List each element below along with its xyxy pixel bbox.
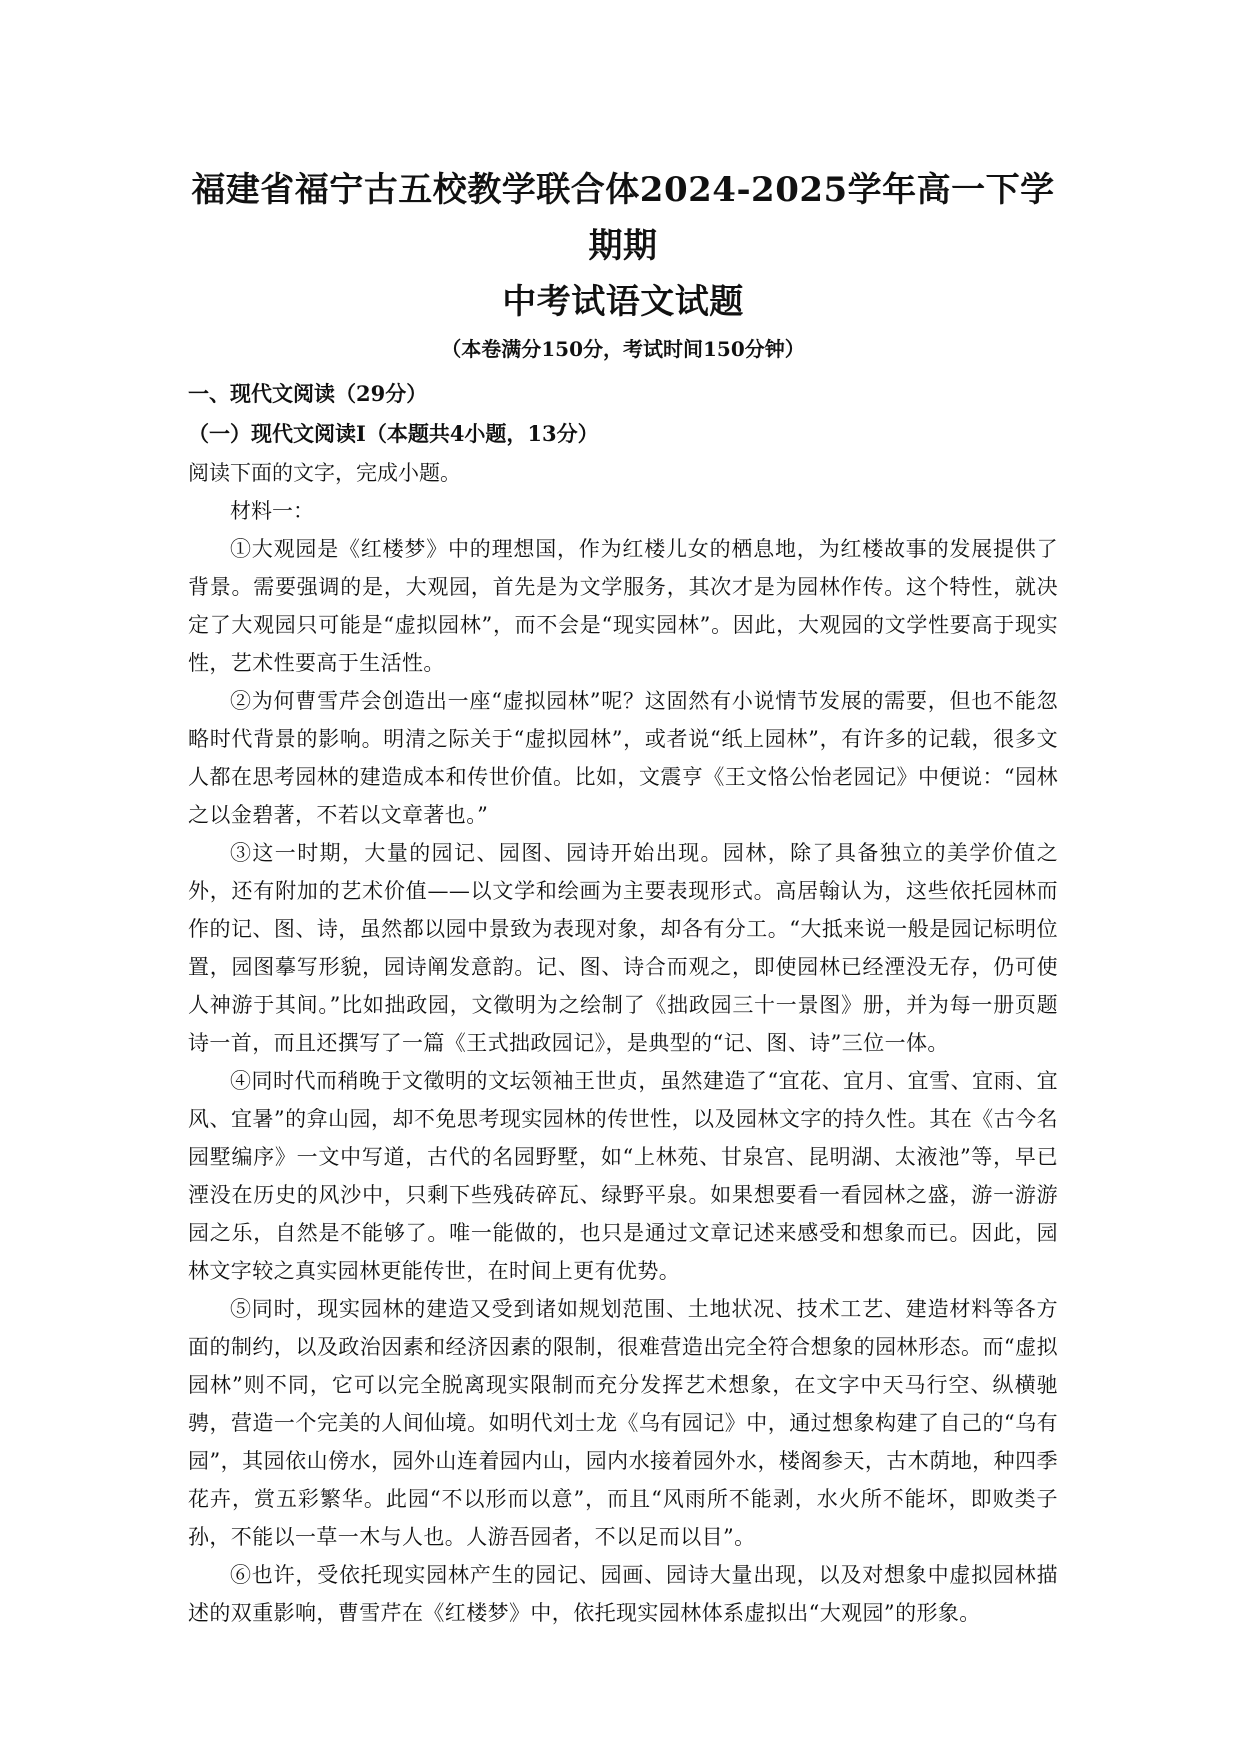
exam-title-line-1: 福建省福宁古五校教学联合体2024-2025学年高一下学期期 [191,170,1055,266]
section-heading-part1: 一、现代文阅读（29分） [188,381,428,406]
paragraph-3: ③这一时期，大量的园记、园图、园诗开始出现。园林，除了具备独立的美学价值之外，还有附加的艺术价值——以文学和绘画为主要表现形式。高居翰认为，这些依托园林而作的记、图、诗，虽然都以园中景致为表现对象，却各有分工。“大抵来说一般是园记标明位置，园图摹写形貌，园诗阐发意韵。记、图、诗合而观之，即使园林已经湮没无存，仍可使人神游于其间。”比如拙政园，文徵明为之绘制了《拙政园三十一景图》册，并为每一册页题诗一首，而且还撰写了一篇《王式拙政园记》，是典型的“记、图、诗”三位一体。 [188,841,1058,1055]
section-heading-part1-sub1: （一）现代文阅读Ⅰ（本题共4小题，13分） [188,421,599,446]
reading-instruction: 阅读下面的文字，完成小题。 [188,461,461,485]
exam-title-line-2: 中考试语文试题 [502,282,744,322]
exam-title [188,162,1058,330]
paragraph-2: ②为何曹雪芹会创造出一座“虚拟园林”呢？这固然有小说情节发展的需要，但也不能忽略时代背景的影响。明清之际关于“虚拟园林”，或者说“纸上园林”，有许多的记载，很多文人都在思考园林的建造成本和传世价值。比如，文震亨《王文恪公怡老园记》中便说：“园林之以金碧著，不若以文章著也。” [188,689,1058,827]
paragraph-1: ①大观园是《红楼梦》中的理想国，作为红楼儿女的栖息地，为红楼故事的发展提供了背景。需要强调的是，大观园，首先是为文学服务，其次才是为园林作传。这个特性，就决定了大观园只可能是“虚拟园林”，而不会是“现实园林”。因此，大观园的文学性要高于现实性，艺术性要高于生活性。 [188,537,1058,675]
exam-subtitle: （本卷满分150分，考试时间150分钟） [441,337,805,361]
paragraph-5: ⑤同时，现实园林的建造又受到诸如规划范围、土地状况、技术工艺、建造材料等各方面的制约，以及政治因素和经济因素的限制，很难营造出完全符合想象的园林形态。而“虚拟园林”则不同，它可以完全脱离现实限制而充分发挥艺术想象，在文字中天马行空、纵横驰骋，营造一个完美的人间仙境。如明代刘士龙《乌有园记》中，通过想象构建了自己的“乌有园”，其园依山傍水，园外山连着园内山，园内水接着园外水，楼阁参天，古木荫地，种四季花卉，赏五彩繁华。此园“不以形而以意”，而且“风雨所不能剥，水火所不能坏，即败类子孙，不能以一草一木与人也。人游吾园者，不以足而以目”。 [188,1297,1058,1549]
paragraph-6: ⑥也许，受依托现实园林产生的园记、园画、园诗大量出现，以及对想象中虚拟园林描述的双重影响，曹雪芹在《红楼梦》中，依托现实园林体系虚拟出“大观园”的形象。 [188,1563,1058,1625]
paragraph-4: ④同时代而稍晚于文徵明的文坛领袖王世贞，虽然建造了“宜花、宜月、宜雪、宜雨、宜风、宜暑”的弇山园，却不免思考现实园林的传世性，以及园林文字的持久性。其在《古今名园墅编序》一文中写道，古代的名园野墅，如“上林苑、甘泉宫、昆明湖、太液池”等，早已湮没在历史的风沙中，只剩下些残砖碎瓦、绿野平泉。如果想要看一看园林之盛，游一游游园之乐，自然是不能够了。唯一能做的，也只是通过文章记述来感受和想象而已。因此，园林文字较之真实园林更能传世，在时间上更有优势。 [188,1069,1058,1283]
material-label: 材料一： [230,499,314,523]
